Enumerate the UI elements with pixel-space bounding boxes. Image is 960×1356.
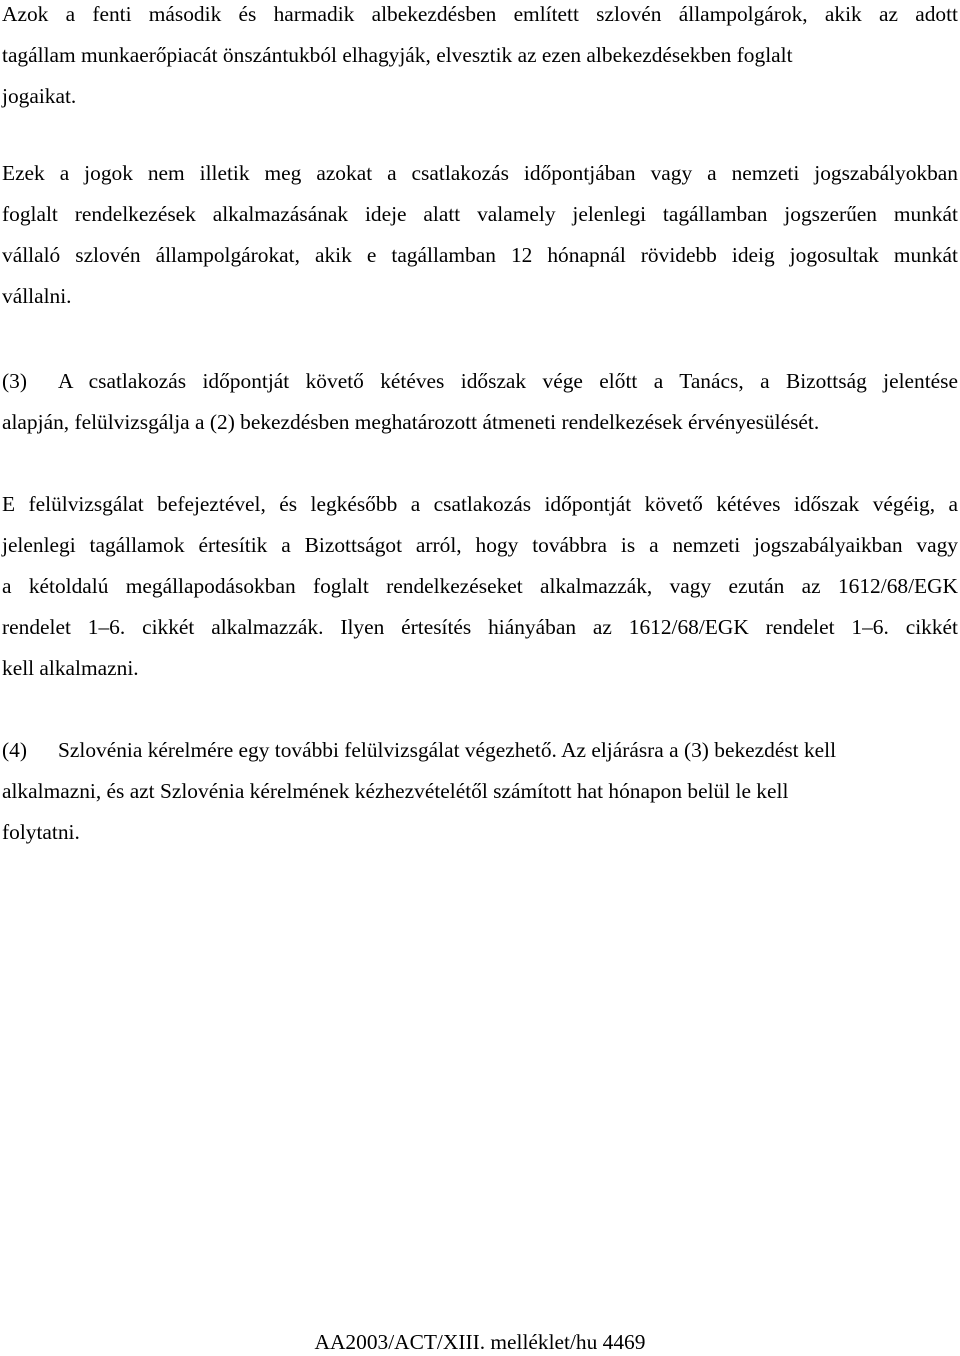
paragraph-4 <box>2 484 958 689</box>
text-line: alapján, felülvizsgálja a (2) bekezdésben meghatározott átmeneti rendelkezések érvényesülését. <box>2 410 820 434</box>
text-line <box>2 730 958 771</box>
text-line: vállaló szlovén állampolgárokat, akik e tagállamban 12 hónapnál rövidebb ideig jogosultak munkát <box>2 243 958 267</box>
text-line: kell alkalmazni. <box>2 656 139 680</box>
text-line: Azok a fenti második és harmadik albekezdésben említett szlovén állampolgárok, akik az adott <box>2 2 958 26</box>
text-line: jogaikat. <box>2 84 77 108</box>
text-line: Ezek a jogok nem illetik meg azokat a csatlakozás időpontjában vagy a nemzeti jogszabályokban <box>2 161 958 185</box>
text-line-content: A csatlakozás időpontját követő kétéves időszak vége előtt a Tanács, a Bizottság jelentése <box>58 369 958 393</box>
text-line: E felülvizsgálat befejeztével, és legkésőbb a csatlakozás időpontját követő kétéves időszak végéig, a <box>2 492 958 516</box>
text-line: jelenlegi tagállamok értesítik a Bizottságot arról, hogy továbbra is a nemzeti jogszabályaikban vagy <box>2 533 958 557</box>
paragraph-5 <box>2 730 958 853</box>
text-line: rendelet 1–6. cikkét alkalmazzák. Ilyen értesítés hiányában az 1612/68/EGK rendelet 1–6. cikkét <box>2 615 958 639</box>
paragraph-number: (3) <box>2 369 27 393</box>
text-line-content: Szlovénia kérelmére egy további felülvizsgálat végezhető. Az eljárásra a (3) bekezdést kell <box>58 738 837 762</box>
page-footer: AA2003/ACT/XIII. melléklet/hu 4469 <box>314 1330 646 1354</box>
text-line: alkalmazni, és azt Szlovénia kérelmének kézhezvételétől számított hat hónapon belül le kell <box>2 779 789 803</box>
text-line: vállalni. <box>2 284 72 308</box>
text-line: a kétoldalú megállapodásokban foglalt rendelkezéseket alkalmazzák, vagy ezután az 1612/68/EGK <box>2 574 958 598</box>
text-line: foglalt rendelkezések alkalmazásának ideje alatt valamely jelenlegi tagállamban jogszerűen munkát <box>2 202 958 226</box>
paragraph-3 <box>2 361 958 443</box>
paragraph-2 <box>2 153 958 317</box>
text-line: folytatni. <box>2 820 80 844</box>
paragraph-1 <box>2 0 958 117</box>
text-line <box>2 361 958 402</box>
text-line: tagállam munkaerőpiacát önszántukból elhagyják, elvesztik az ezen albekezdésekben foglalt <box>2 43 793 67</box>
paragraph-number: (4) <box>2 738 27 762</box>
